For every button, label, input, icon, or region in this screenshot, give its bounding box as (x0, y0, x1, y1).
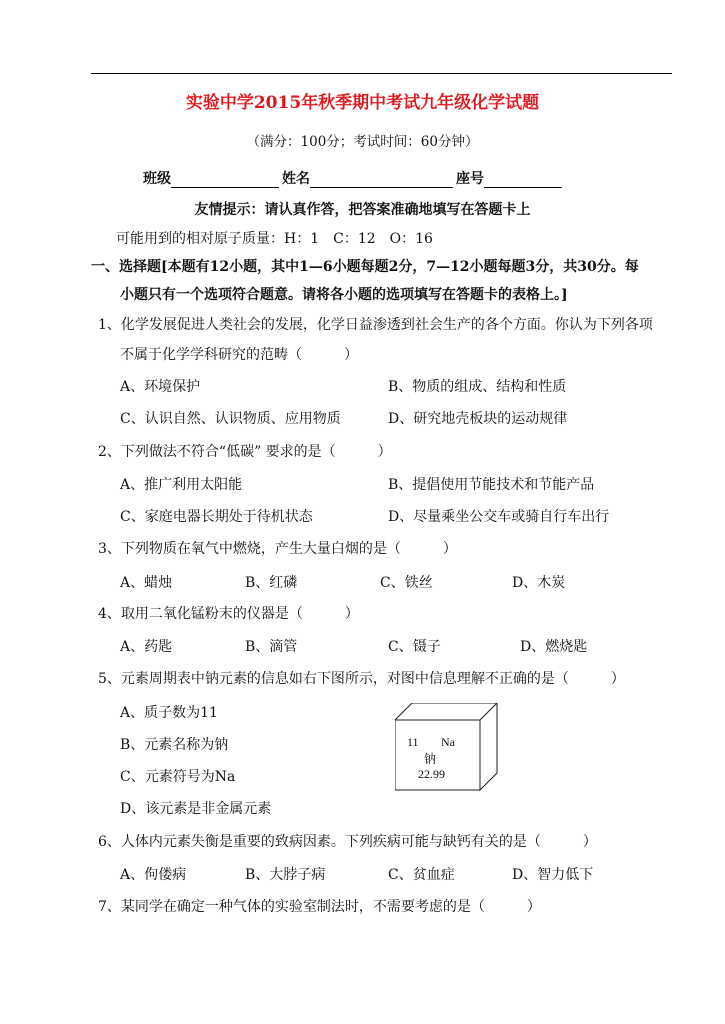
q2-option-b: B、提倡使用节能技术和节能产品 (388, 477, 595, 493)
q5-option-d: D、该元素是非金属元素 (120, 801, 272, 817)
q5-option-a: A、质子数为11 (120, 705, 218, 721)
exam-title: 实验中学2015年秋季期中考试九年级化学试题 (185, 93, 540, 113)
q6-option-c: C、贫血症 (388, 867, 455, 883)
q6-stem: 6、人体内元素失衡是重要的致病因素。下列疾病可能与缺钙有关的是（ ） (98, 834, 597, 850)
seat-label: 座号 (456, 171, 484, 187)
header-rule (91, 73, 672, 74)
q5-option-c: C、元素符号为Na (120, 769, 236, 785)
friendly-tip: 友情提示：请认真作答，把答案准确地填写在答题卡上 (194, 202, 531, 218)
q5-stem: 5、元素周期表中钠元素的信息如右下图所示，对图中信息理解不正确的是（ ） (98, 671, 625, 687)
q3-option-d: D、木炭 (512, 575, 566, 591)
seat-field (456, 168, 562, 188)
q3-option-b: B、红磷 (245, 575, 298, 591)
atomic-mass-note: 可能用到的相对原子质量：H：1 C：12 O：16 (116, 231, 433, 247)
class-label: 班级 (143, 171, 171, 187)
q2-option-c: C、家庭电器长期处于待机状态 (120, 509, 313, 525)
cube-top-face (395, 703, 497, 720)
name-field (282, 168, 453, 188)
q1-stem-line1: 1、化学发展促进人类社会的发展，化学日益渗透到社会生产的各个方面。你认为下列各项 (98, 317, 653, 333)
q3-option-c: C、铁丝 (380, 575, 433, 591)
q4-option-c: C、镊子 (388, 639, 441, 655)
class-field (143, 168, 279, 188)
q2-option-a: A、推广利用太阳能 (120, 477, 243, 493)
q6-option-a: A、佝偻病 (120, 867, 187, 883)
q1-option-d: D、研究地壳板块的运动规律 (388, 411, 568, 427)
element-name: 钠 (424, 752, 437, 766)
exam-subtitle: （满分：100分；考试时间：60分钟） (246, 134, 479, 150)
q6-option-b: B、大脖子病 (245, 867, 326, 883)
q3-stem: 3、下列物质在氧气中燃烧，产生大量白烟的是（ ） (98, 541, 457, 557)
q2-stem: 2、下列做法不符合“低碳” 要求的是（ ） (98, 444, 392, 460)
element-atomic-mass: 22.99 (418, 767, 445, 781)
section1-heading-line1: 一、选择题[本题有12小题，其中1—6小题每题2分，7—12小题每题3分，共30分。每 (91, 259, 639, 275)
class-blank (171, 172, 279, 188)
q1-option-c: C、认识自然、认识物质、应用物质 (120, 411, 341, 427)
q3-option-a: A、蜡烛 (120, 575, 173, 591)
sodium-element-cube (395, 703, 505, 803)
q4-stem: 4、取用二氧化锰粉末的仪器是（ ） (98, 606, 359, 622)
element-atomic-number: 11 (407, 735, 419, 749)
element-symbol: Na (441, 735, 455, 749)
q1-option-a: A、环境保护 (120, 379, 201, 395)
name-label: 姓名 (282, 171, 310, 187)
q4-option-d: D、燃烧匙 (520, 639, 588, 655)
q7-stem: 7、某同学在确定一种气体的实验室制法时，不需要考虑的是（ ） (98, 899, 541, 915)
q1-option-b: B、物质的组成、结构和性质 (388, 379, 567, 395)
q4-option-b: B、滴管 (245, 639, 298, 655)
section1-heading-line2: 小题只有一个选项符合题意。请将各小题的选项填写在答题卡的表格上。] (120, 287, 568, 303)
seat-blank (484, 172, 562, 188)
name-blank (310, 172, 453, 188)
q5-option-b: B、元素名称为钠 (120, 737, 229, 753)
q6-option-d: D、智力低下 (512, 867, 594, 883)
q1-stem-line2: 不属于化学学科研究的范畴（ ） (120, 347, 358, 363)
q2-option-d: D、尽量乘坐公交车或骑自行车出行 (388, 509, 610, 525)
q4-option-a: A、药匙 (120, 639, 173, 655)
